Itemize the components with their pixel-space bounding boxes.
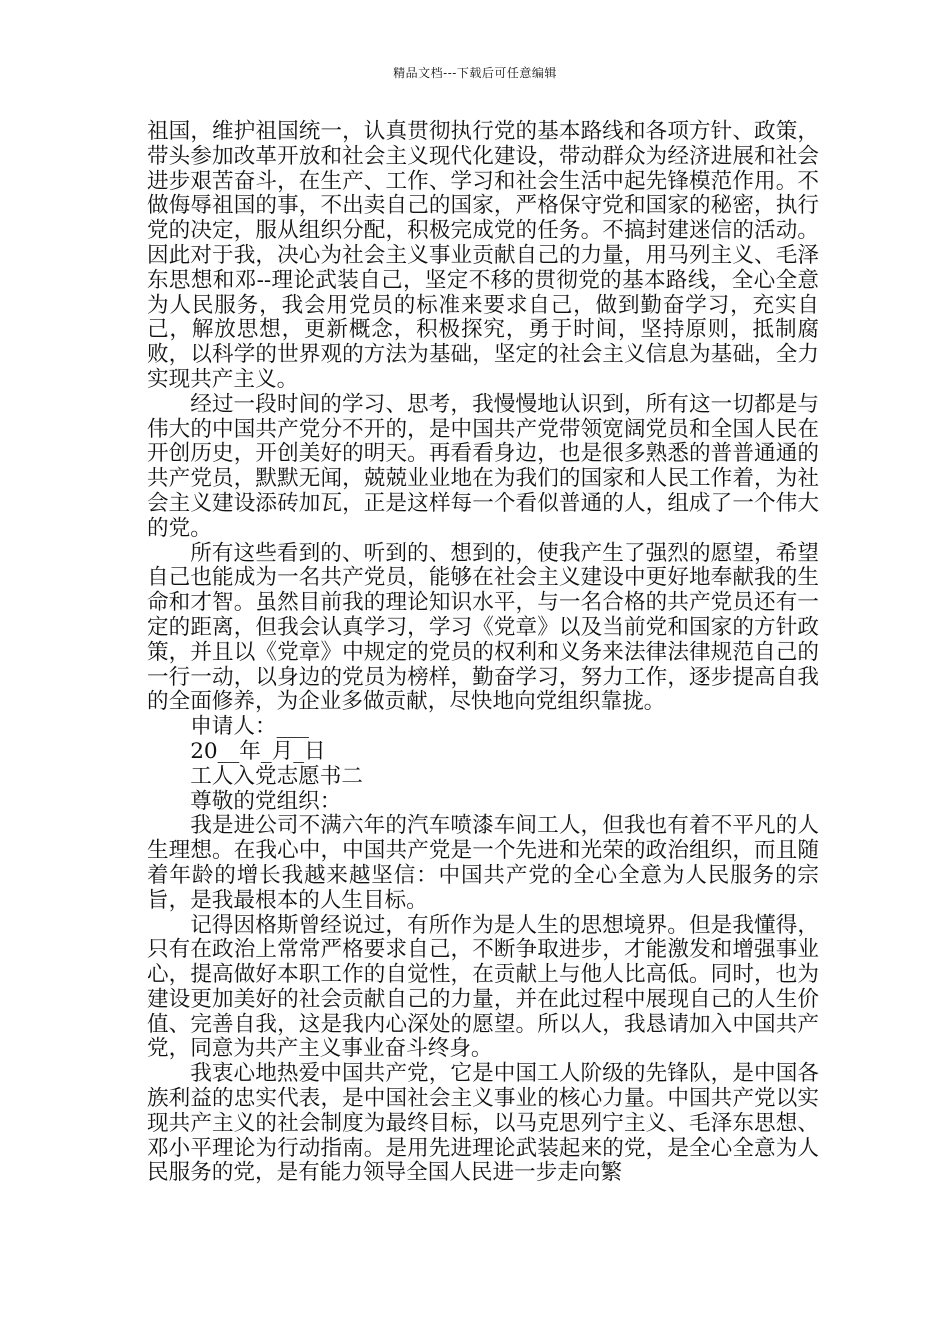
paragraph-party-love: 我衷心地热爱中国共产党，它是中国工人阶级的先锋队，是中国各族利益的忠实代表，是中国社会主义事业的核心力量。中国共产党以实现共产主义的社会制度为最终目标，以马克思列宁主义、毛泽东思想、邓小平理论为行动指南。是用先进理论武装起来的党，是全心全意为人民服务的党，是有能力领导全国人民进一步走向繁	[147, 1061, 819, 1186]
paragraph-understanding: 经过一段时间的学习、思考，我慢慢地认识到，所有这一切都是与伟大的中国共产党分不开的，是中国共产党带领宽阔党员和全国人民在开创历史，开创美好的明天。再看看身边，也是很多熟悉的普普通通的共产党员，默默无闻，兢兢业业地在为我们的国家和人民工作着，为社会主义建设添砖加瓦，正是这样每一个看似普通的人，组成了一个伟大的党。	[147, 391, 819, 541]
page-header: 精品文档---下载后可任意编辑	[393, 66, 557, 80]
date-line: 20__年_月_日	[190, 738, 326, 764]
paragraph-engels-quote: 记得因格斯曾经说过，有所作为是人生的思想境界。但是我懂得，只有在政治上常常严格要求自己，不断争取进步，才能激发和增强事业心，提高做好本职工作的自觉性，在贡献上与他人比高低。同时，也为建设更加美好的社会贡献自己的力量，并在此过程中展现自己的人生价值、完善自我，这是我内心深处的愿望。所以人，我恳请加入中国共产党，同意为共产主义事业奋斗终身。	[147, 912, 819, 1062]
document-body	[147, 120, 819, 1186]
section-title: 工人入党志愿书二	[190, 763, 363, 789]
paragraph-continuation: 祖国，维护祖国统一，认真贯彻执行党的基本路线和各项方针、政策，带头参加改革开放和社会主义现代化建设，带动群众为经济进展和社会进步艰苦奋斗，在生产、工作、学习和社会生活中起先锋模范作用。不做侮辱祖国的事，不出卖自己的国家，严格保守党和国家的秘密，执行党的决定，服从组织分配，积极完成党的任务。不搞封建迷信的活动。因此对于我，决心为社会主义事业贡献自己的力量，用马列主义、毛泽东思想和邓--理论武装自己，坚定不移的贯彻党的基本路线，全心全意为人民服务，我会用党员的标准来要求自己，做到勤奋学习，充实自己，解放思想，更新概念，积极探究，勇于时间，坚持原则，抵制腐败，以科学的世界观的方法为基础，坚定的社会主义信息为基础，全力实现共产主义。	[147, 119, 819, 392]
paragraph-introduction: 我是进公司不满六年的汽车喷漆车间工人，但我也有着不平凡的人生理想。在我心中，中国共产党是一个先进和光荣的政治组织，而且随着年龄的增长我越来越坚信：中国共产党的全心全意为人民服务的宗旨，是我最根本的人生目标。	[147, 813, 819, 913]
applicant-signature: 申请人：___	[190, 714, 309, 740]
paragraph-aspiration: 所有这些看到的、听到的、想到的，使我产生了强烈的愿望，希望自己也能成为一名共产党员，能够在社会主义建设中更好地奉献我的生命和才智。虽然目前我的理论知识水平，与一名合格的共产党员还有一定的距离，但我会认真学习，学习《党章》以及当前党和国家的方针政策，并且以《党章》中规定的党员的权利和义务来法律法律规范自己的一行一动，以身边的党员为榜样，勤奋学习，努力工作，逐步提高自我的全面修养，为企业多做贡献，尽快地向党组织靠拢。	[147, 540, 819, 715]
salutation: 尊敬的党组织：	[190, 788, 342, 814]
